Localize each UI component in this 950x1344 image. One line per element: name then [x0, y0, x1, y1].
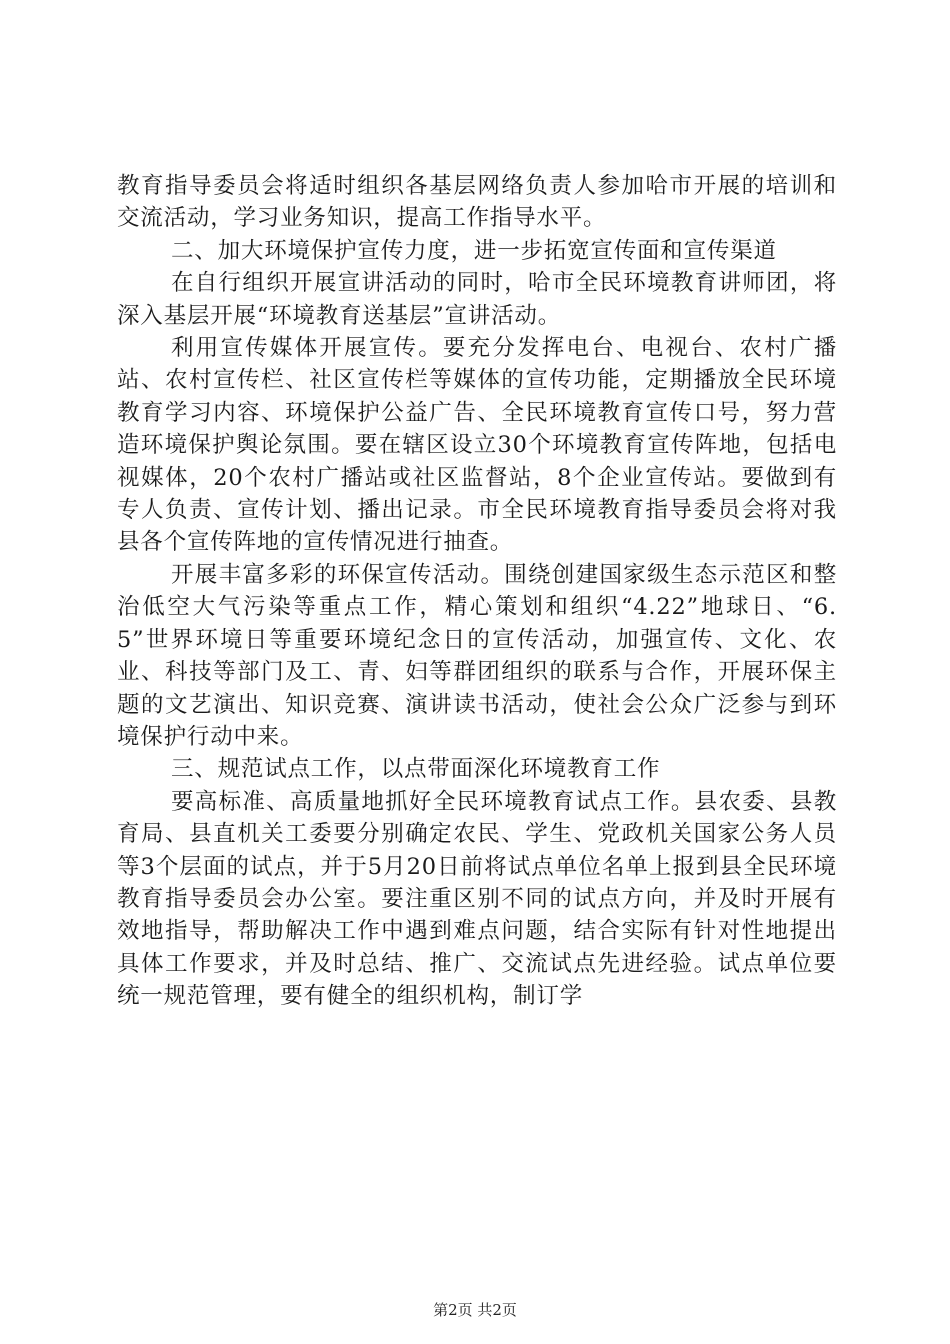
page-number-footer: 第2页 共2页: [433, 1301, 517, 1319]
paragraph-media-publicity: 利用宣传媒体开展宣传。要充分发挥电台、电视台、农村广播站、农村宣传栏、社区宣传栏等媒体的宣传功能，定期播放全民环境教育学习内容、环境保护公益广告、全民环境教育宣传口号，努力营造环境保护舆论氛围。要在辖区设立30个环境教育宣传阵地，包括电视媒体，20个农村广播站或社区监督站，8个企业宣传站。要做到有专人负责、宣传计划、播出记录。市全民环境教育指导委员会将对我县各个宣传阵地的宣传情况进行抽查。: [117, 335, 837, 556]
section-heading-3: 三、规范试点工作，以点带面深化环境教育工作: [171, 756, 661, 783]
paragraph-continuation: 教育指导委员会将适时组织各基层网络负责人参加哈市开展的培训和交流活动，学习业务知识，提高工作指导水平。: [117, 173, 837, 232]
paragraph-environmental-activities: 开展丰富多彩的环保宣传活动。围绕创建国家级生态示范区和整治低空大气污染等重点工作，精心策划和组织“4.22”地球日、“6.5”世界环境日等重要环境纪念日的宣传活动，加强宣传、文化、农业、科技等部门及工、青、妇等群团组织的联系与合作，开展环保主题的文艺演出、知识竞赛、演讲读书活动，使社会公众广泛参与到环境保护行动中来。: [117, 561, 837, 750]
document-body: [117, 170, 837, 1013]
paragraph-pilot-work: 要高标准、高质量地抓好全民环境教育试点工作。县农委、县教育局、县直机关工委要分别确定农民、学生、党政机关国家公务人员等3个层面的试点，并于5月20日前将试点单位名单上报到县全民环境教育指导委员会办公室。要注重区别不同的试点方向，并及时开展有效地指导，帮助解决工作中遇到难点问题，结合实际有针对性地提出具体工作要求，并及时总结、推广、交流试点先进经验。试点单位要统一规范管理，要有健全的组织机构，制订学: [117, 788, 837, 1010]
section-heading-2: 二、加大环境保护宣传力度，进一步拓宽宣传面和宣传渠道: [171, 237, 777, 264]
paragraph-lecture-team: 在自行组织开展宣讲活动的同时，哈市全民环境教育讲师团，将深入基层开展“环境教育送基层”宣讲活动。: [117, 270, 837, 329]
